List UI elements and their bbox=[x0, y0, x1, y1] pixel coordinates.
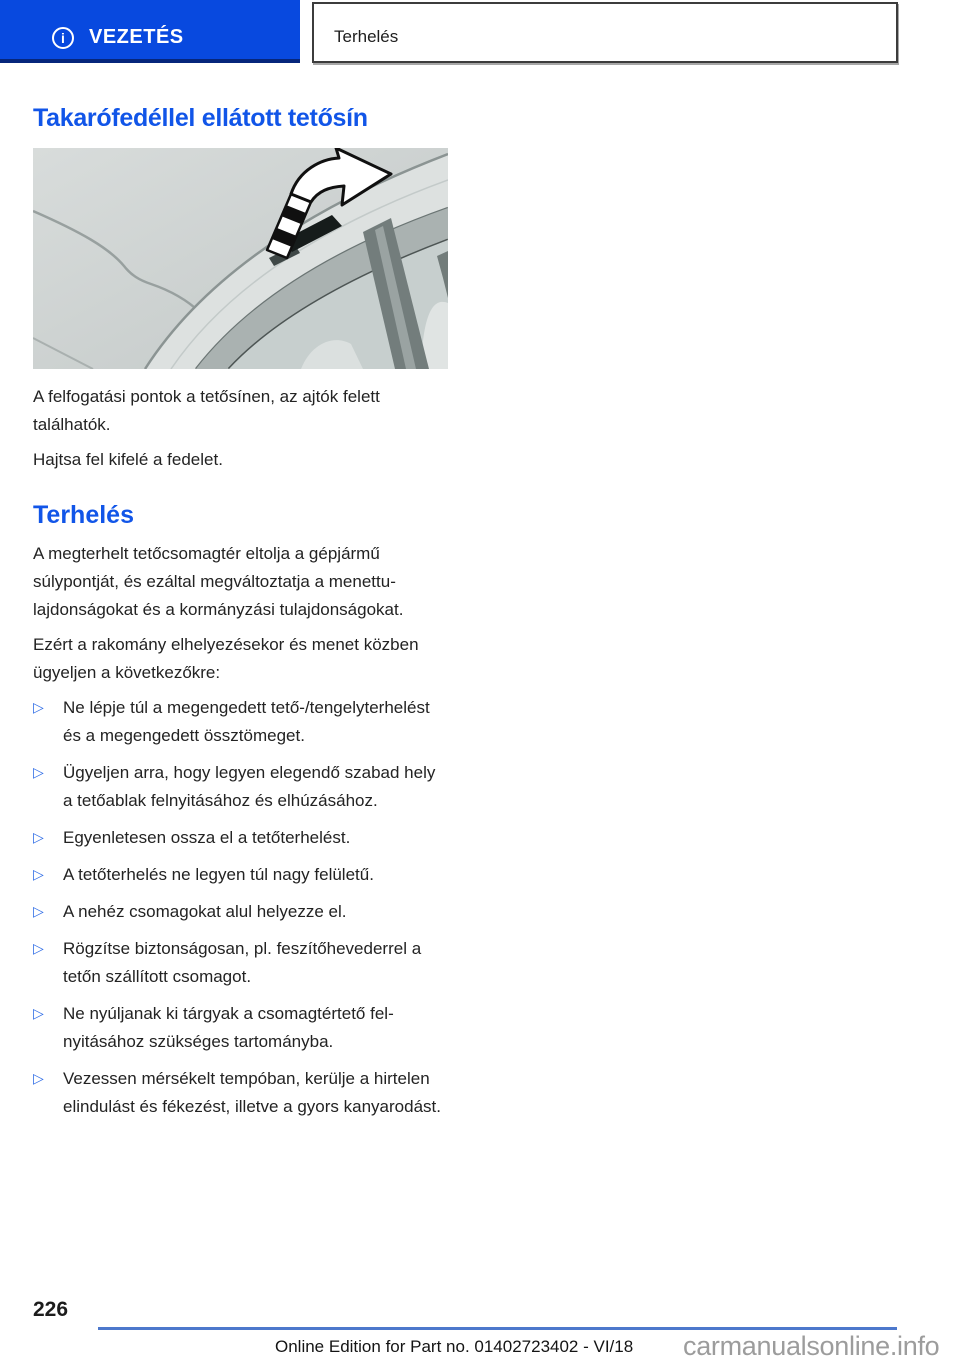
chapter-label: VEZETÉS bbox=[89, 26, 184, 48]
list-item-text: A nehéz csomagokat alul helyezze el. bbox=[63, 902, 347, 921]
section-paragraph: Ezért a rakomány elhelyezésekor és menet közben ügyeljen a következőkre: bbox=[33, 635, 419, 682]
car-roof-illustration-svg bbox=[33, 148, 448, 369]
intro-paragraph: A felfogatási pontok a tetősínen, az ajtók felett találhatók. bbox=[33, 387, 380, 434]
list-item bbox=[33, 935, 448, 991]
list-item-text: Ne nyúljanak ki tárgyak a csomagtértető felnyitásához szükséges tartományba. bbox=[63, 1004, 394, 1051]
triangle-bullet-icon: ▷ bbox=[33, 700, 44, 716]
list-item bbox=[33, 824, 448, 852]
section-header-box bbox=[312, 2, 898, 63]
list-item-text: Rögzítse biztonságosan, pl. feszítőhevederrel a tetőn szállított csomagot. bbox=[63, 939, 422, 986]
section-header-label: Terhelés bbox=[334, 26, 399, 46]
info-circle-icon: i bbox=[52, 27, 74, 49]
list-item bbox=[33, 1000, 448, 1056]
section-heading: Terhelés bbox=[33, 501, 134, 529]
content-column bbox=[33, 103, 448, 1130]
chapter-tab bbox=[0, 0, 300, 63]
triangle-bullet-icon: ▷ bbox=[33, 904, 44, 920]
list-item bbox=[33, 861, 448, 889]
list-item-text: Ne lépje túl a megengedett tető-/tengelyterhelést és a megengedett össztömeget. bbox=[63, 698, 430, 745]
list-item-text: A tetőterhelés ne legyen túl nagy felületű. bbox=[63, 865, 374, 884]
edition-note: Online Edition for Part no. 01402723402 - VI/18 bbox=[275, 1337, 634, 1356]
list-item bbox=[33, 759, 448, 815]
triangle-bullet-icon: ▷ bbox=[33, 765, 44, 781]
list-item bbox=[33, 1065, 448, 1121]
list-item bbox=[33, 898, 448, 926]
list-item-text: Vezessen mérsékelt tempóban, kerülje a hirtelen elindulást és fékezést, illetve a gyors kanyarodást. bbox=[63, 1069, 441, 1116]
intro-paragraph: Hajtsa fel kifelé a fedelet. bbox=[33, 450, 223, 469]
footer-divider-line bbox=[98, 1327, 897, 1330]
list-item-text: Ügyeljen arra, hogy legyen elegendő szabad hely a tetőablak felnyitásához és elhúzásához. bbox=[63, 763, 436, 810]
roof-rail-illustration bbox=[33, 148, 448, 369]
page-number: 226 bbox=[33, 1298, 69, 1321]
triangle-bullet-icon: ▷ bbox=[33, 867, 44, 883]
bullet-list bbox=[33, 694, 448, 1121]
section-paragraph: A megterhelt tetőcsomagtér eltolja a gépjármű súlypontját, és ezáltal megváltoztatja a menettulajdonságokat és a kormányzási tulajdonságokat. bbox=[33, 544, 404, 619]
watermark-text: carmanualsonline.info bbox=[683, 1331, 940, 1361]
list-item-text: Egyenletesen ossza el a tetőterhelést. bbox=[63, 828, 351, 847]
triangle-bullet-icon: ▷ bbox=[33, 1071, 44, 1087]
page-title: Takarófedéllel ellátott tetősín bbox=[33, 104, 368, 132]
triangle-bullet-icon: ▷ bbox=[33, 1006, 44, 1022]
triangle-bullet-icon: ▷ bbox=[33, 830, 44, 846]
triangle-bullet-icon: ▷ bbox=[33, 941, 44, 957]
list-item bbox=[33, 694, 448, 750]
